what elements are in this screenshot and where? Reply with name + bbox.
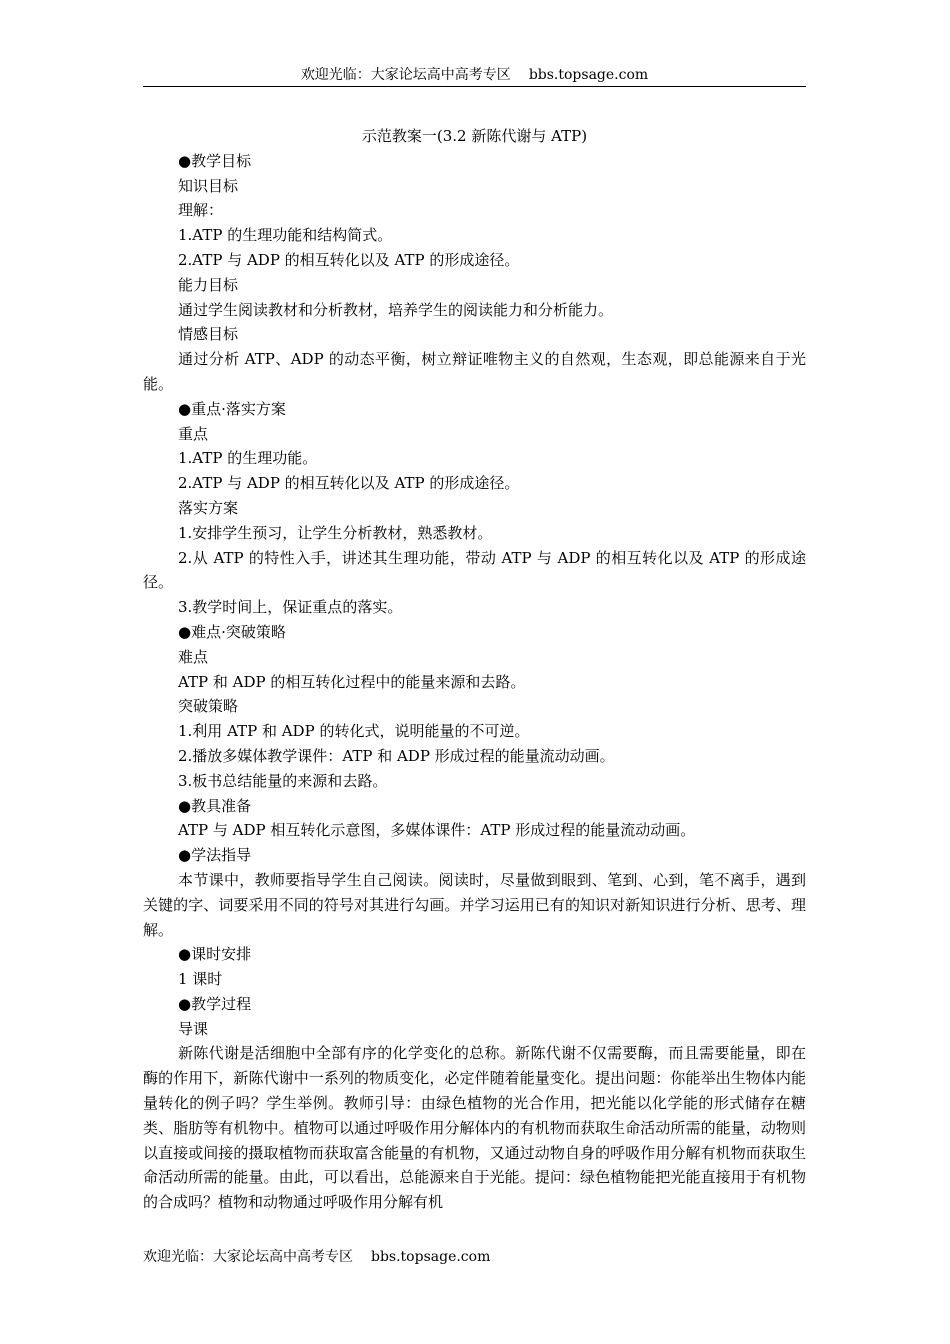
document-body: [143, 124, 806, 1215]
header-text: 欢迎光临：大家论坛高中高考专区: [300, 67, 511, 83]
paragraph: ●教学过程: [178, 994, 252, 1013]
paragraph: 落实方案: [178, 498, 239, 517]
footer-text: 欢迎光临：大家论坛高中高考专区: [143, 1249, 353, 1265]
paragraph: ATP 和 ADP 的相互转化过程中的能量来源和去路。: [178, 672, 526, 691]
paragraph: 3.板书总结能量的来源和去路。: [178, 771, 388, 790]
paragraph: ●教具准备: [178, 796, 252, 815]
paragraph: 重点: [178, 424, 209, 443]
paragraph: 1.ATP 的生理功能。: [178, 449, 318, 468]
paragraph: ●学法指导: [178, 846, 252, 865]
paragraph: 能力目标: [178, 275, 239, 294]
paragraph: 2.ATP 与 ADP 的相互转化以及 ATP 的形成途径。: [178, 474, 520, 493]
paragraph: 难点: [178, 647, 209, 666]
paragraph: 突破策略: [178, 697, 239, 716]
footer-url: bbs.topsage.com: [371, 1249, 491, 1265]
paragraph: 通过学生阅读教材和分析教材，培养学生的阅读能力和分析能力。: [178, 300, 614, 319]
paragraph: 1.ATP 的生理功能和结构简式。: [178, 226, 393, 245]
paragraph: ●重点·落实方案: [178, 399, 286, 418]
page-header: [143, 66, 806, 84]
paragraph: 1.安排学生预习，让学生分析教材，熟悉教材。: [178, 523, 493, 542]
paragraph: ●教学目标: [178, 151, 252, 170]
paragraph: 本节课中，教师要指导学生自己阅读。阅读时，尽量做到眼到、笔到、心到，笔不离手，遇到关键的字、词要采用不同的符号对其进行勾画。并学习运用已有的知识对新知识进行分析、思考、理解。: [143, 870, 806, 939]
paragraph: 情感目标: [178, 325, 239, 344]
paragraph: ATP 与 ADP 相互转化示意图，多媒体课件：ATP 形成过程的能量流动动画。: [178, 821, 696, 840]
paragraph: 通过分析 ATP、ADP 的动态平衡，树立辩证唯物主义的自然观，生态观，即总能源来自于光能。: [143, 350, 806, 393]
paragraph: 新陈代谢是活细胞中全部有序的化学变化的总称。新陈代谢不仅需要酶，而且需要能量，即在酶的作用下，新陈代谢中一系列的物质变化，必定伴随着能量变化。提出问题：你能举出生物体内能量转化的例子吗？学生举例。教师引导：由绿色植物的光合作用，把光能以化学能的形式储存在糖类、脂肪等有机物中。植物可以通过呼吸作用分解体内的有机物而获取生命活动所需的能量，动物则以直接或间接的摄取植物而获取富含能量的有机物，又通过动物自身的呼吸作用分解有机物而获取生命活动所需的能量。由此，可以看出，总能源来自于光能。提问：绿色植物能把光能直接用于有机物的合成吗？植物和动物通过呼吸作用分解有机: [143, 1044, 806, 1212]
page-footer: [143, 1248, 490, 1266]
paragraph: 2.播放多媒体教学课件：ATP 和 ADP 形成过程的能量流动动画。: [178, 746, 615, 765]
paragraph: 知识目标: [178, 176, 239, 195]
paragraph: ●课时安排: [178, 945, 252, 964]
paragraph: 2.从 ATP 的特性入手，讲述其生理功能，带动 ATP 与 ADP 的相互转化以及 ATP 的形成途径。: [143, 548, 806, 592]
paragraph: 1.利用 ATP 和 ADP 的转化式，说明能量的不可逆。: [178, 722, 530, 741]
paragraph: 导课: [178, 1019, 209, 1038]
paragraph: 理解：: [178, 201, 224, 220]
header-url: bbs.topsage.com: [528, 67, 649, 83]
paragraph: 2.ATP 与 ADP 的相互转化以及 ATP 的形成途径。: [178, 250, 520, 269]
paragraph: ●难点·突破策略: [178, 622, 286, 641]
header-divider: [143, 86, 806, 87]
document-title: 示范教案一(3.2 新陈代谢与 ATP): [361, 127, 588, 145]
paragraph: 1 课时: [178, 970, 223, 989]
paragraph: 3.教学时间上，保证重点的落实。: [178, 598, 403, 617]
